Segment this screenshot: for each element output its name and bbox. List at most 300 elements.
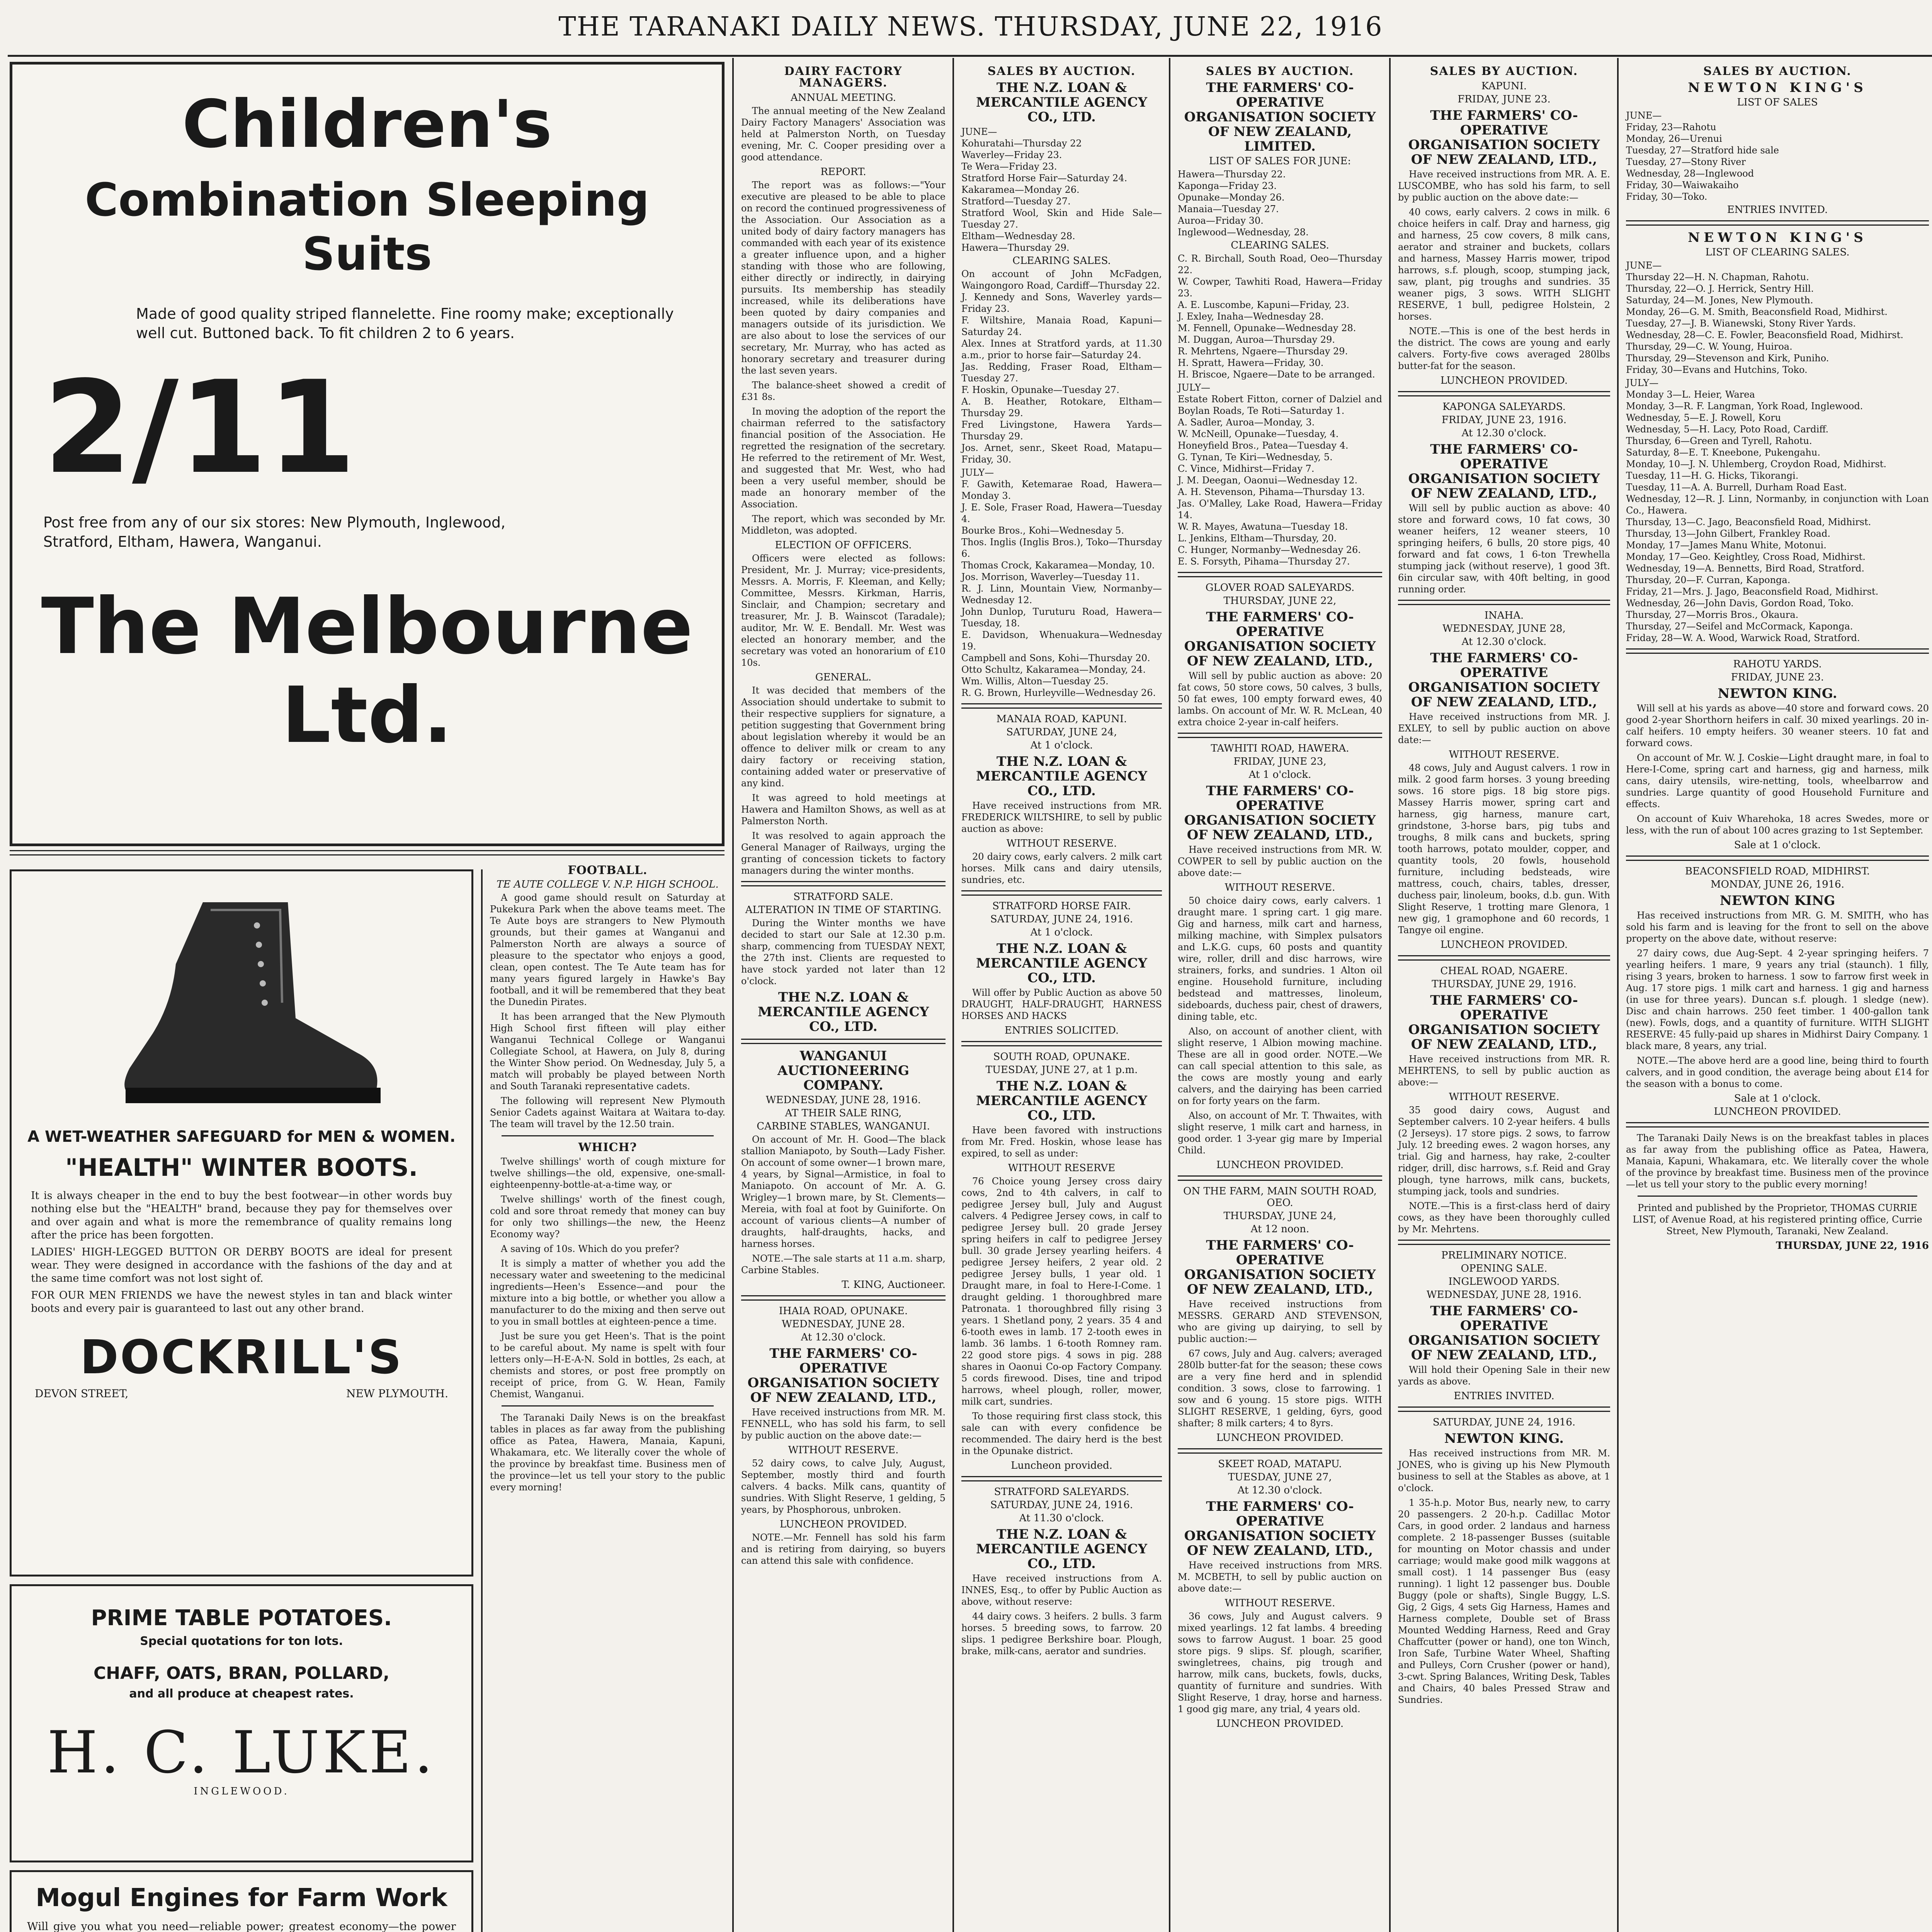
sale-items: 35 good dairy cows, August and September calvers. 10 2-year heifers. 4 bulls (2 Jerseys). 17 store pigs. 2 sows, to farrow July. 12 breeding ewes. 2 wagon horses, any trial. Gig and harness, hay rake, 2-coulter ridger, drill, disc harrows, s.f. Reid and Gray plough, tyne harrows, milk cans, buckets, stumping jack, tools and sundries. <box>1398 1105 1610 1197</box>
list-item: Waverley—Friday 23. <box>961 150 1062 160</box>
ad-town: NEW PLYMOUTH. <box>346 1387 448 1400</box>
sale-date: FRIDAY, JUNE 23, 1916. <box>1441 414 1567 426</box>
notice-subheading: ALTERATION IN TIME OF STARTING. <box>745 904 942 916</box>
section-heading: GENERAL. <box>815 672 872 683</box>
article-subheading: TE AUTE COLLEGE V. N.P. HIGH SCHOOL. <box>497 879 719 890</box>
firm-name: THE FARMERS' CO-OPERATIVE ORGANISATION SOCIETY OF NEW ZEALAND, LTD., <box>1184 1499 1376 1558</box>
list-item: Bourke Bros., Kohi—Wednesday 5. <box>961 525 1124 536</box>
sale-date: THURSDAY, JUNE 29, 1916. <box>1432 978 1577 990</box>
list-item: On account of John McFadgen, Waingongoro Road, Cardiff—Thursday 22. <box>961 269 1162 291</box>
list-item: Monday, 17—James Manu White, Motonui. <box>1626 540 1827 551</box>
sale-items: Will sell by public auction as above: 40 store and forward cows, 10 fat cows, 30 weaner heifers, 12 weaner steers, 10 springing heifers, 6 bulls, 20 store pigs, 40 forward and fat cows, 1 6-ton Trewhella stumping jack (without reserve), 1 good 3ft. 6in circular saw, with 40ft belting, in good running order. <box>1398 503 1610 595</box>
divider <box>502 1135 714 1136</box>
list-item: Thursday, 22—O. J. Herrick, Sentry Hill. <box>1626 283 1814 294</box>
article-paragraph: A good game should result on Saturday at Pukekura Park when the above teams meet. The Te Aute boys are strangers to New Plymouth grounds, but their games at Wanganui and Palmerston North are always a source of pleasure to the spectator who enjoys a good, clean, open contest. The Te Aute team has for many years figured largely in Hawke's Bay football, and it will be remembered that they beat the Dunedin Pirates. <box>490 892 725 1007</box>
sale-note: NOTE.—The above herd are a good line, being third to fourth calvers, and in good condition, the average being about £14 for the season with a bonus to come. <box>1626 1055 1929 1089</box>
sale-list <box>1626 271 1929 376</box>
sale-intro: Have received instructions from MR. M. FENNELL, who has sold his farm, to sell by public auction on the above date:— <box>741 1407 946 1441</box>
sale-heading: TAWHITI ROAD, HAWERA. <box>1211 743 1349 754</box>
list-item: Stratford Horse Fair—Saturday 24. <box>961 173 1128 184</box>
sale-heading: INAHA. <box>1484 610 1524 621</box>
list-item: Thursday, 27—Morris Bros., Okaura. <box>1626 609 1799 620</box>
divider <box>961 890 1162 896</box>
sale-heading: ON THE FARM, MAIN SOUTH ROAD, OEO. <box>1183 1185 1377 1209</box>
sale-heading: SKEET ROAD, MATAPU. <box>1218 1458 1342 1470</box>
article-paragraph: The report was as follows:—"Your executive are pleased to be able to place on record the continued progressiveness of the Association. Our Association as a united body of dairy factory managers has commanded with each year of its existence a greater influence upon, and a higher standing with those who are following, either directly or indirectly, in dairying pursuits. Its membership has steadily increased, while its deliberations have been quoted by dairy companies and managers outside of its jurisdiction. We are also about to lose the services of our secretary, Mr. Murray, who has acted as honorary secretary and treasurer during the last seven years. <box>741 180 946 376</box>
entries-note: ENTRIES INVITED. <box>1454 1390 1554 1402</box>
list-item: L. Jenkins, Eltham—Thursday, 20. <box>1178 533 1337 544</box>
notice-paragraph: During the Winter months we have decided to start our Sale at 12.30 p.m. sharp, commencing from TUESDAY NEXT, the 27th inst. Clients are requested to have stock yarded not later than 12 o'clock. <box>741 918 946 986</box>
list-item: C. R. Birchall, South Road, Oeo—Thursday 22. <box>1178 253 1382 276</box>
sale-items: 76 Choice young Jersey cross dairy cows, 2nd to 4th calvers, in calf to pedigree Jersey bull, July and August calvers. 4 Pedigree Jersey cows, in calf to pedigree Jersey bull. 20 grade Jersey spring heifers in calf to pedigree Jersey bull. 30 grade Jersey yearling heifers. 4 pedigree Jersey heifers, 2 year old. 2 pedigree Jersey bulls, 1 year old. 1 Draught mare, in foal to Here-I-Come. 1 draught gelding. 1 thoroughbred mare Patronata. 1 thoroughbred filly rising 3 years. 1 Shetland pony, 2 years. 35 4 and 6-tooth ewes in lamb. 17 2-tooth ewes in lamb. 36 lambs. 1 6-tooth Romney ram. 22 good store pigs. 4 sows in pig. 288 shares in Oaonui Co-op Factory Company. 5 cords firewood. Dises, tine and tripod harrows, wheel plough, roller, mower, milk cart, sundries. <box>961 1176 1162 1407</box>
list-item: Tuesday, 11—H. G. Hicks, Tikorangi. <box>1626 470 1799 481</box>
notice-heading: STRATFORD SALE. <box>793 891 893 903</box>
list-item: Friday, 23—Rahotu <box>1626 122 1716 133</box>
sale-items: 20 dairy cows, early calvers. 2 milk cart horses. Milk cans and dairy utensils, sundries, etc. <box>961 851 1162 885</box>
month-label: JULY— <box>1626 378 1659 388</box>
month-label: JUNE— <box>1626 110 1662 121</box>
notice-paragraph: Will hold their Opening Sale in their new yards as above. <box>1398 1364 1610 1387</box>
masthead <box>0 0 1932 58</box>
list-item: Fred Livingstone, Hawera Yards—Thursday 29. <box>961 419 1162 442</box>
list-item: Monday, 26—G. M. Smith, Beaconsfield Road, Midhirst. <box>1626 306 1888 317</box>
sale-list <box>961 478 1162 699</box>
ad-body: FOR OUR MEN FRIENDS we have the newest styles in tan and black winter boots and every pair is guaranteed to last out any other brand. <box>31 1289 452 1315</box>
column-rule <box>1617 58 1619 1932</box>
article-subheading: ANNUAL MEETING. <box>791 92 896 104</box>
divider <box>1398 955 1610 961</box>
sale-items: 40 cows, early calvers. 2 cows in milk. 6 choice heifers in calf. Dray and harness, gig and harness, 25 cow covers, 8 milk cans, aerator and strainer and buckets, collars and harness, Massey Harris mower, tripod harrows, s.f. plough, scoop, stumping jack, saw, plant, pig troughs and sundries. 35 weaner pigs, 3 sows. WITH SLIGHT RESERVE, 1 bull, pedigree Holstein, 2 horses. <box>1398 207 1610 322</box>
list-item: Thursday, 27—Seifel and McCormack, Kaponga. <box>1626 621 1853 632</box>
sale-date: SATURDAY, JUNE 24, 1916. <box>1432 1417 1576 1428</box>
sale-items: Will sell at his yards as above—40 store and forward cows. 20 good 2-year Shorthorn heifers in calf. 30 mixed yearlings. 20 in-calf heifers. 10 empty heifers. 30 weaner steers. 10 fat and forward cows. <box>1626 703 1929 748</box>
sale-intro: Have received instructions from MR. W. COWPER to sell by public auction on the above date:— <box>1178 844 1382 878</box>
column-rule <box>732 58 734 1932</box>
list-item: Wednesday, 26—John Davis, Gordon Road, Toko. <box>1626 598 1854 609</box>
sale-intro: Has received instructions from MR. G. M. SMITH, who has sold his farm and is leaving for the front to sell on the above property on the above date, without reserve: <box>1626 910 1929 944</box>
list-item: Thursday, 13—C. Jago, Beaconsfield Road, Midhirst. <box>1626 517 1871 527</box>
sale-date: MONDAY, JUNE 26, 1916. <box>1711 879 1844 890</box>
firm-name: THE N.Z. LOAN & MERCANTILE AGENCY CO., LTD. <box>976 941 1147 986</box>
luncheon-note: LUNCHEON PROVIDED. <box>1440 375 1568 386</box>
sale-list <box>1178 168 1382 238</box>
divider <box>10 850 724 855</box>
firm-name: WANGANUI AUCTIONEERING COMPANY. <box>777 1048 910 1093</box>
sale-time: AT THEIR SALE RING, <box>785 1107 902 1119</box>
list-item: Opunake—Monday 26. <box>1178 192 1285 203</box>
divider <box>961 703 1162 709</box>
list-item: R. J. Linn, Mountain View, Normanby—Wednesday 12. <box>961 583 1162 605</box>
sale-place: CARBINE STABLES, WANGANUI. <box>757 1121 930 1132</box>
sale-place: INGLEWOOD YARDS. <box>1448 1276 1560 1287</box>
list-item: Jas. O'Malley, Lake Road, Hawera—Friday 14. <box>1178 498 1382 520</box>
mogul-advert <box>10 1870 473 1932</box>
sale-time: At 12.30 o'clock. <box>1461 636 1547 648</box>
list-item: Alex. Innes at Stratford yards, at 11.30 a.m., prior to horse fair—Saturday 24. <box>961 338 1162 361</box>
ad-line2: "HEALTH" WINTER BOOTS. <box>65 1153 418 1182</box>
divider <box>1178 733 1382 738</box>
sale-date: FRIDAY, JUNE 23, <box>1233 756 1327 767</box>
firm-name: THE FARMERS' CO-OPERATIVE ORGANISATION SOCIETY OF NEW ZEALAND, LTD., <box>1184 1238 1376 1297</box>
list-item: Monday, 26—Urenui <box>1626 133 1722 144</box>
sale-heading: KAPONGA SALEYARDS. <box>1442 401 1566 413</box>
sale-intro: Have received instructions from MR. R. MEHRTENS, to sell by public auction as above:— <box>1398 1054 1610 1088</box>
article-paragraph: It was resolved to again approach the General Manager of Railways, urging the granting of concession tickets to factory managers during the winter months. <box>741 830 946 876</box>
sale-items: 52 dairy cows, to calve July, August, September, mostly third and fourth calvers. 4 backs. Milk cans, quantity of sundries. With Slight Reserve, 1 gelding, 5 years, by Phosphorous, unbroken. <box>741 1458 946 1515</box>
ad-store-name: H. C. LUKE. <box>47 1719 436 1786</box>
list-item: A. B. Heather, Rotokare, Eltham—Thursday 29. <box>961 396 1162 418</box>
ad-post-note: Post free from any of our six stores: New Plymouth, Inglewood, Stratford, Eltham, Hawera, Wanganui. <box>43 514 506 550</box>
column-dairy <box>734 62 952 1932</box>
list-item: H. Spratt, Hawera—Friday, 30. <box>1178 357 1324 368</box>
masthead-title: THE TARANAKI DAILY NEWS. THURSDAY, JUNE 22, 1916 <box>558 12 1383 42</box>
luncheon-note: LUNCHEON PROVIDED. <box>1216 1159 1344 1171</box>
sale-items: 27 dairy cows, due Aug-Sept. 4 2-year springing heifers. 7 yearling heifers. 1 mare, 9 years any trial (staunch). 1 filly, rising 3 years, broken to harness. 1 sow to farrow first week in Aug. 17 store pigs. 1 milk cart and harness. 1 gig and harness (in use for three years). Duncan s.f. plough. 1 sledge (new). Disc and chain harrows. 250 feet timber. 1 400-gallon tank (new). Fowls, dogs, and a quantity of furniture. WITH SLIGHT RESERVE: 45 fully-paid up shares in Midhirst Dairy Company. 1 black mare, 8 years, any trial. <box>1626 948 1929 1051</box>
list-item: W. Cowper, Tawhiti Road, Hawera—Friday 23. <box>1178 276 1382 299</box>
sale-date: WEDNESDAY, JUNE 28. <box>782 1318 905 1330</box>
sale-date: THURSDAY, JUNE 24, <box>1223 1210 1337 1222</box>
firm-name: THE N.Z. LOAN & MERCANTILE AGENCY CO., LTD. <box>976 80 1147 125</box>
sale-note: NOTE.—This is one of the best herds in the district. The cows are young and early calvers. Forty-five cows averaged 280lbs butter-fat for the season. <box>1398 326 1610 371</box>
ad-line4: and all produce at cheapest rates. <box>129 1687 354 1701</box>
divider <box>1178 1448 1382 1454</box>
list-item: F. Hoskin, Opunake—Tuesday 27. <box>961 384 1119 395</box>
firm-name: NEWTON KING <box>1719 893 1835 908</box>
article-paragraph: A saving of 10s. Which do you prefer? <box>501 1243 679 1254</box>
ad-store-name: DOCKRILL'S <box>80 1331 403 1384</box>
list-item: Wednesday, 19—A. Bennetts, Bird Road, Stratford. <box>1626 563 1865 574</box>
ad-body: Will give you what you need—reliable power; greatest economy—the power <box>27 1920 456 1932</box>
sale-items: On account of Kuiv Wharehoka, 18 acres Swedes, more or less, with the run of about 100 acres grazing to 1st September. <box>1626 813 1929 836</box>
ad-body: It is always cheaper in the end to buy the best footwear—in other words buy nothing else but the "HEALTH" brand, because they pay for themselves over and over again and what is more the remembrance of quality remains long after the price has been forgotten. <box>31 1190 452 1241</box>
list-item: Tuesday, 27—J. B. Wianewski, Stony River Yards. <box>1626 318 1856 329</box>
article-paragraph: It was decided that members of the Association should undertake to submit to their respective suppliers for signature, a petition suggesting that Government bring about legislation whereby it would be an offence to deliver milk or cream to any dairy factory or receiving station, containing added water or preservative of any kind. <box>741 685 946 789</box>
reserve-note: WITHOUT RESERVE. <box>1449 749 1560 760</box>
article-paragraph: The balance-sheet showed a credit of £31 8s. <box>741 380 946 402</box>
ad-heading: Mogul Engines for Farm Work <box>36 1884 447 1912</box>
article-heading: FOOTBALL. <box>568 864 648 877</box>
list-item: E. S. Forsyth, Pihama—Thursday 27. <box>1178 556 1350 567</box>
ad-heading: Children's <box>182 86 552 163</box>
column-heading: SALES BY AUCTION. <box>1430 65 1578 78</box>
column-farmers-co-op <box>1171 62 1389 1932</box>
sale-date: TUESDAY, JUNE 27, <box>1228 1471 1332 1483</box>
list-item: M. Duggan, Auroa—Thursday 29. <box>1178 334 1335 345</box>
list-item: Wednesday, 28—C. E. Fowler, Beaconsfield Road, Midhirst. <box>1626 330 1903 340</box>
ad-line3: CHAFF, OATS, BRAN, POLLARD, <box>93 1663 390 1683</box>
list-item: Jos. Arnet, senr., Skeet Road, Matapu—Friday, 30. <box>961 442 1162 465</box>
sale-heading: BEACONSFIELD ROAD, MIDHIRST. <box>1685 866 1870 877</box>
column-rule <box>1389 58 1391 1932</box>
reserve-note: WITHOUT RESERVE. <box>1225 1597 1335 1609</box>
list-item: Tuesday, 27—Stony River <box>1626 156 1746 167</box>
month-label: JUNE— <box>1626 260 1662 271</box>
firm-name: THE N.Z. LOAN & MERCANTILE AGENCY CO., LTD. <box>758 990 929 1034</box>
list-item: Friday, 30—Waiwakaiho <box>1626 180 1739 190</box>
list-item: Saturday, 24—M. Jones, New Plymouth. <box>1626 295 1813 306</box>
ad-address <box>35 1387 448 1400</box>
list-item: Thomas Crock, Kakaramea—Monday, 10. <box>961 560 1155 571</box>
sale-date: SATURDAY, JUNE 24, 1916. <box>990 913 1133 925</box>
firm-name: THE FARMERS' CO-OPERATIVE ORGANISATION SOCIETY OF NEW ZEALAND, LTD., <box>1184 609 1376 669</box>
reserve-note: WITHOUT RESERVE. <box>1225 882 1335 893</box>
sale-date: WEDNESDAY, JUNE 28, 1916. <box>1426 1289 1582 1301</box>
sale-time: At 12.30 o'clock. <box>801 1332 886 1343</box>
firm-name: NEWTON KING'S <box>1688 80 1867 95</box>
list-item: J. Exley, Inaha—Wednesday 28. <box>1178 311 1324 322</box>
list-item: Campbell and Sons, Kohi—Thursday 20. <box>961 653 1150 663</box>
list-item: Friday, 28—W. A. Wood, Warwick Road, Stratford. <box>1626 633 1860 643</box>
sale-items: On account of Mr. W. J. Coskie—Light draught mare, in foal to Here-I-Come, spring cart and harness, gig and harness, milk cans, dairy utensils, wire-netting, tools, wheelbarrow and sundries. Large quantity of good Household Furniture and effects. <box>1626 752 1929 810</box>
sale-list <box>961 268 1162 465</box>
list-item: E. Davidson, Whenuakura—Wednesday 19. <box>961 629 1162 652</box>
divider <box>1398 600 1610 605</box>
column-rule <box>952 58 954 1932</box>
dockrill-advert <box>10 869 473 1577</box>
sale-heading: GLOVER ROAD SALEYARDS. <box>1205 582 1355 594</box>
list-item: Saturday, 8—E. T. Kneebone, Pukengahu. <box>1626 447 1820 458</box>
article-paragraph: It was agreed to hold meetings at Hawera and Hamilton Shows, as well as at Palmerston North. <box>741 793 946 827</box>
imprint: Printed and published by the Proprietor, THOMAS CURRIE LIST, of Avenue Road, at his registered printing office, Currie Street, New Plymouth, Taranaki, New Zealand. <box>1633 1202 1922 1236</box>
sale-heading: STRATFORD HORSE FAIR. <box>992 900 1131 912</box>
list-item: Wednesday, 12—R. J. Linn, Normanby, in conjunction with Loan Co., Hawera. <box>1626 493 1929 516</box>
firm-name: NEWTON KING. <box>1718 686 1837 701</box>
firm-name: THE N.Z. LOAN & MERCANTILE AGENCY CO., LTD. <box>976 754 1147 799</box>
sale-date: THURSDAY, JUNE 22, <box>1223 595 1337 607</box>
list-item: Monday, 3—R. F. Langman, York Road, Inglewood. <box>1626 401 1863 412</box>
list-item: M. Fennell, Opunake—Wednesday 28. <box>1178 323 1356 333</box>
sale-note: To those requiring first class stock, this sale can with every confidence be recommended. The dairy herd is the best in the Opunake district. <box>961 1411 1162 1456</box>
list-item: Thursday, 20—F. Curran, Kaponga. <box>1626 575 1791 585</box>
month-label: JULY— <box>961 467 994 478</box>
sale-items: 67 cows, July and Aug. calvers; averaged 280lb butter-fat for the season; these cows are a very fine herd and in splendid condition. 3 sows, close to farrowing. 1 sow and 6 young. 15 store pigs. WITH SLIGHT RESERVE, 1 gelding, 6yrs, good shafter; 8 milk carters; 4 to 8yrs. <box>1178 1348 1382 1429</box>
firm-name: THE FARMERS' CO-OPERATIVE ORGANISATION SOCIETY OF NEW ZEALAND, LTD., <box>1184 783 1376 843</box>
luncheon-note: LUNCHEON PROVIDED. <box>1216 1718 1344 1730</box>
list-item: Thursday, 29—Stevenson and Kirk, Puniho. <box>1626 353 1829 364</box>
list-item: A. E. Luscombe, Kapuni—Friday, 23. <box>1178 299 1350 310</box>
divider <box>741 1295 946 1301</box>
article-paragraph: It is simply a matter of whether you add the necessary water and sweetening to the medicinal ingredients—Heen's Essence—and pour the mixture into a big bottle, or whether you allow a manufacturer to do the mixing and then serve out to you in small bottles at eighteen-pence a time. <box>490 1258 725 1327</box>
section-heading: CLEARING SALES. <box>1012 255 1111 267</box>
sale-items: On account of Mr. H. Good—The black stallion Maniapoto, by South—Lady Fisher. On account of some owner—1 brown mare, 4 years, by Signal—Armistice, in foal to Maniapoto. On account of Mr. A. G. Wrigley—1 brown mare, by St. Clements—Mereia, with foal at foot by Guiniforte. On account of various clients—A number of draughts, half-draughts, hacks, and harness horses. <box>741 1134 946 1249</box>
list-item: Wednesday, 5—E. J. Rowell, Koru <box>1626 412 1781 423</box>
luncheon-note: LUNCHEON PROVIDED. <box>1440 939 1568 951</box>
ad-line1: PRIME TABLE POTATOES. <box>91 1605 392 1631</box>
luncheon-note: Luncheon provided. <box>1011 1460 1112 1471</box>
article-paragraph: Just be sure you get Heen's. That is the point to be careful about. My name is spelt with four letters only—H-E-A-N. Sold in bottles, 2s each, at chemists and stores, or post free promptly on receipt of price, from G. W. Hean, Family Chemist, Wanganui. <box>490 1331 725 1400</box>
sale-note: Also, on account of another client, with slight reserve, 1 Albion mowing machine. These are all in good order. NOTE.—We can call special attention to this sale, as the cows are mostly young and early calvers, and the dairying has been carried on for forty years on the farm. <box>1178 1026 1382 1106</box>
divider <box>1626 855 1929 861</box>
list-item: G. Tynan, Te Kiri—Wednesday, 5. <box>1178 452 1333 463</box>
notice-subheading: OPENING SALE. <box>1461 1263 1548 1274</box>
auctioneer-signature: T. KING, Auctioneer. <box>842 1279 946 1291</box>
sale-note: NOTE.—Mr. Fennell has sold his farm and is retiring from dairying, so buyers can attend this sale with confidence. <box>741 1532 946 1566</box>
sale-list <box>961 138 1162 253</box>
list-item: A. H. Stevenson, Pihama—Thursday 13. <box>1178 486 1365 497</box>
divider <box>1178 572 1382 577</box>
sale-list <box>1626 121 1929 202</box>
sale-date: FRIDAY, JUNE 23. <box>1731 672 1824 683</box>
list-item: Monday, 17—Geo. Keightley, Cross Road, Midhirst. <box>1626 551 1866 562</box>
ad-body: Made of good quality striped flannelette. Fine roomy make; exceptionally well cut. Buttoned back. To fit children 2 to 6 years. <box>136 305 674 342</box>
list-item: Friday, 30—Toko. <box>1626 191 1708 202</box>
luncheon-note: LUNCHEON PROVIDED. <box>779 1519 907 1530</box>
sale-list <box>1178 253 1382 380</box>
list-item: John Dunlop, Turuturu Road, Hawera—Tuesday, 18. <box>961 606 1162 629</box>
article-heading: WHICH? <box>578 1141 637 1154</box>
column-football <box>483 862 732 1932</box>
month-label: JUNE— <box>961 126 997 137</box>
list-item: Hawera—Thursday 29. <box>961 242 1070 253</box>
list-item: J. Kennedy and Sons, Waverley yards—Friday 23. <box>961 292 1162 314</box>
list-item: R. Mehrtens, Ngaere—Thursday 29. <box>1178 346 1348 357</box>
imprint-date: THURSDAY, JUNE 22, 1916 <box>1776 1240 1929 1252</box>
list-item: J. E. Sole, Fraser Road, Hawera—Tuesday 4. <box>961 502 1162 524</box>
article-paragraph: Twelve shillings' worth of cough mixture for twelve shillings—the old, expensive, one-small-eighteenpenny-bottle-at-a-time way, or <box>490 1156 725 1190</box>
sale-intro: Have received instructions from MR. FREDERICK WILTSHIRE, to sell by public auction as above: <box>961 800 1162 834</box>
ad-price: 2/11 <box>43 354 356 502</box>
column-sales-2 <box>1391 62 1617 1932</box>
sale-intro: Have received instructions from MR. J. EXLEY, to sell by public auction on above date:— <box>1398 711 1610 745</box>
list-item: Eltham—Wednesday 28. <box>961 231 1075 242</box>
sale-heading: STRATFORD SALEYARDS. <box>994 1486 1129 1498</box>
sale-time: At 12 noon. <box>1250 1223 1310 1235</box>
sale-date: WEDNESDAY, JUNE 28, 1916. <box>765 1094 921 1106</box>
column-heading: SALES BY AUCTION. <box>1206 65 1354 78</box>
list-item: Otto Schultz, Kakaramea—Monday, 24. <box>961 664 1146 675</box>
list-item: J. M. Deegan, Oaonui—Wednesday 12. <box>1178 475 1358 486</box>
list-item: Stratford—Tuesday 27. <box>961 196 1071 207</box>
list-item: Wednesday, 28—Inglewood <box>1626 168 1754 179</box>
sale-time: At 1 o'clock. <box>1248 769 1311 781</box>
reserve-note: WITHOUT RESERVE <box>1008 1162 1116 1174</box>
list-item: Kakaramea—Monday 26. <box>961 184 1080 195</box>
sale-date: SATURDAY, JUNE 24, 1916. <box>990 1499 1133 1511</box>
column-heading: SALES BY AUCTION. <box>1703 65 1852 78</box>
sale-time: Sale at 1 o'clock. <box>1734 839 1821 851</box>
firm-name: NEWTON KING'S <box>1688 230 1867 245</box>
sale-intro: Have received instructions from MESSRS. GERARD AND STEVENSON, who are giving up dairying, to sell by public auction:— <box>1178 1299 1382 1344</box>
article-paragraph: The annual meeting of the New Zealand Dairy Factory Managers' Association was held at Palmerston North, on Tuesday evening, Mr. C. Cooper presiding over a good attendance. <box>741 105 946 163</box>
article-paragraph: In moving the adoption of the report the chairman referred to the satisfactory financial position of the Association. He regretted the resignation of the secretary. He referred to the retirement of Mr. West, and suggested that Mr. West, who had been a very useful member, should be made an honorary member of the Association. <box>741 406 946 510</box>
ad-subheading: Combination Sleeping Suits <box>85 173 650 281</box>
entries-note: ENTRIES INVITED. <box>1727 204 1828 216</box>
sale-date: FRIDAY, JUNE 23. <box>1458 94 1551 105</box>
sale-time: At 11.30 o'clock. <box>1019 1512 1104 1524</box>
luncheon-note: LUNCHEON PROVIDED. <box>1714 1106 1841 1117</box>
ad-line1: A WET-WEATHER SAFEGUARD for MEN & WOMEN. <box>27 1128 456 1146</box>
list-item: C. Vince, Midhirst—Friday 7. <box>1178 463 1315 474</box>
column-rule <box>481 869 483 1932</box>
divider <box>1178 1175 1382 1181</box>
firm-name: THE FARMERS' CO-OPERATIVE ORGANISATION SOCIETY OF NEW ZEALAND, LTD., <box>1408 442 1600 501</box>
section-heading: REPORT. <box>820 166 866 178</box>
list-item: Jos. Morrison, Waverley—Tuesday 11. <box>961 571 1140 582</box>
ad-line2: Special quotations for ton lots. <box>140 1634 343 1648</box>
list-item: Friday, 30—Evans and Hutchins, Toko. <box>1626 364 1808 375</box>
luke-advert <box>10 1584 473 1862</box>
firm-name: THE N.Z. LOAN & MERCANTILE AGENCY CO., LTD. <box>976 1078 1147 1123</box>
divider <box>1398 391 1610 396</box>
list-item: Wednesday, 5—H. Lacy, Poto Road, Cardiff. <box>1626 424 1829 435</box>
sale-list <box>1178 393 1382 567</box>
divider <box>1626 220 1929 226</box>
firm-name: THE FARMERS' CO-OPERATIVE ORGANISATION SOCIETY OF NEW ZEALAND, LTD., <box>1408 1303 1600 1363</box>
melbourne-advert <box>10 62 724 846</box>
month-label: JULY— <box>1178 382 1211 393</box>
list-item: Auroa—Friday 30. <box>1178 215 1264 226</box>
firm-name: NEWTON KING. <box>1444 1431 1564 1446</box>
list-item: W. McNeill, Opunake—Tuesday, 4. <box>1178 429 1339 439</box>
ad-store-name: The Melbourne Ltd. <box>41 582 693 760</box>
boot-icon <box>87 887 396 1119</box>
sale-intro: Have received instructions from A. INNES, Esq., to offer by Public Auction as above, without reserve: <box>961 1573 1162 1607</box>
list-item: Tuesday, 11—A. A. Burrell, Durham Road East. <box>1626 482 1847 493</box>
sale-list <box>1626 389 1929 644</box>
sale-time: At 12.30 o'clock. <box>1461 427 1547 439</box>
section-heading: LIST OF SALES FOR JUNE: <box>1209 155 1351 167</box>
sale-items: 36 cows, July and August calvers. 9 mixed yearlings. 12 fat lambs. 4 breeding sows to farrow August. 1 boar. 25 good store pigs. 9 slips. Sf. plough, scarifier, swingletrees, chains, pig trough and harrow, milk cans, buckets, fowls, ducks, quantity of furniture and sundries. With Slight Reserve, 1 dray, horse and harness. 1 good gig mare, any trial, 4 years old. <box>1178 1611 1382 1714</box>
divider <box>741 1039 946 1044</box>
sale-heading: CHEAL ROAD, NGAERE. <box>1440 965 1568 977</box>
sale-heading: SOUTH ROAD, OPUNAKE. <box>993 1051 1130 1063</box>
article-heading: DAIRY FACTORY MANAGERS. <box>784 65 903 90</box>
article-paragraph: The following will represent New Plymouth Senior Cadets against Waitara at Waitara to-day. The team will travel by the 12.50 train. <box>490 1095 725 1129</box>
list-item: H. Briscoe, Ngaere—Date to be arranged. <box>1178 369 1375 380</box>
list-item: Te Wera—Friday 23. <box>961 161 1057 172</box>
divider <box>1626 648 1929 654</box>
list-item: Manaia—Tuesday 27. <box>1178 204 1279 214</box>
reserve-note: WITHOUT RESERVE. <box>1449 1091 1560 1103</box>
list-item: Thursday 22—H. N. Chapman, Rahotu. <box>1626 272 1809 282</box>
firm-name: THE FARMERS' CO-OPERATIVE ORGANISATION SOCIETY OF NEW ZEALAND, LTD., <box>1408 108 1600 167</box>
firm-name: THE FARMERS' CO-OPERATIVE ORGANISATION SOCIETY OF NEW ZEALAND, LTD., <box>747 1346 939 1405</box>
list-item: Tuesday, 27—Stratford hide sale <box>1626 145 1779 156</box>
column-rule <box>1169 58 1170 1932</box>
divider <box>1398 1406 1610 1412</box>
list-item: Kohuratahi—Thursday 22 <box>961 138 1082 149</box>
sale-items: 48 cows, July and August calvers. 1 row in milk. 2 good farm horses. 3 young breeding sows. 16 store pigs. 18 big store pigs. Massey Harris mower, spring cart and harness, gig harness, manure cart, grindstone, 3-horse bars, pig tubs and troughs, 8 milk cans and buckets, spring tooth harrows, potato moulder, copper, and quantity tools, 20 fowls, household furniture, including bedsteads, wire mattress, couch, chairs, tables, dresser, duchess pair, linoleum, books, d.b. gun. With Slight Reserve, 1 trotting mare Glenora, 1 new gig, 1 gramophone and 60 records, 1 Tangye oil engine. <box>1398 762 1610 935</box>
list-item: R. G. Brown, Hurleyville—Wednesday 26. <box>961 687 1156 698</box>
divider <box>961 1041 1162 1046</box>
sale-items: 1 35-h.p. Motor Bus, nearly new, to carry 20 passengers. 2 20-h.p. Cadillac Motor Cars, in good order. 2 landaus and harness complete. 2 18-passenger Busses (suitable for mounting on Motor chassis and under carriage; would make good milk waggons at small cost). 1 14 passenger Bus (easy running). 1 light 12 passenger bus. Double Buggy (pole or shafts), Single Buggy, L.S. Gig, 2 Gigs, 4 sets Gig Harness, Hames and Harness complete, Double set of Brass Mounted Wedding Harness, Reed and Gray Chaffcutter (power or hand), one ton Winch, Iron Safe, Turbine Water Wheel, Shafting and Pulleys, Corn Crusher (power or hand), 3-cwt. Spring Balances, Writing Desk, Tables and Chairs, 40 bales Pressed Straw and Sundries. <box>1398 1497 1610 1705</box>
article-paragraph: The report, which was seconded by Mr. Middleton, was adopted. <box>741 514 946 536</box>
list-item: Estate Robert Fitton, corner of Dalziel and Boylan Roads, Te Roti—Saturday 1. <box>1178 394 1382 416</box>
sale-time: At 12.30 o'clock. <box>1237 1485 1323 1496</box>
sale-heading: KAPUNI. <box>1481 80 1527 92</box>
list-item: Thursday, 6—Green and Tyrell, Rahotu. <box>1626 435 1812 446</box>
sale-note: Also, on account of Mr. T. Thwaites, with slight reserve, 1 milk cart and harness, in good order. 1 3-year gig mare by Imperial Child. <box>1178 1110 1382 1156</box>
list-item: C. Hunger, Normanby—Wednesday 26. <box>1178 544 1361 555</box>
sale-date: TUESDAY, JUNE 27, at 1 p.m. <box>985 1064 1138 1076</box>
entries-note: ENTRIES SOLICITED. <box>1004 1025 1119 1036</box>
list-item: Honeyfield Bros., Patea—Tuesday 4. <box>1178 440 1349 451</box>
ad-body: LADIES' HIGH-LEGGED BUTTON OR DERBY BOOTS are ideal for present wear. They were designed in accordance with the fashions of the day and at the same time comfort was not lost sight of. <box>31 1246 452 1284</box>
divider <box>502 1405 714 1406</box>
column-newton-king <box>1619 62 1932 1932</box>
article-paragraph: Twelve shillings' worth of the finest cough, cold and sore throat remedy that money can buy for only two shillings—the new, the Heenz Economy way? <box>490 1194 725 1240</box>
list-item: Friday, 21—Mrs. J. Jago, Beaconsfield Road, Midhirst. <box>1626 586 1879 597</box>
list-item: A. Sadler, Auroa—Monday, 3. <box>1178 417 1315 428</box>
publisher-notice: The Taranaki Daily News is on the breakfast tables in places as far away from the publishing office as Patea, Hawera, Manaia, Kapuni, Whakamara, etc. We literally cover the whole of the province by breakfast time. Business men of the province—let us tell your story to the public every morning! <box>1626 1133 1929 1190</box>
firm-name: THE FARMERS' CO-OPERATIVE ORGANISATION SOCIETY OF NEW ZEALAND, LIMITED. <box>1184 80 1376 154</box>
divider <box>961 1476 1162 1481</box>
firm-name: THE N.Z. LOAN & MERCANTILE AGENCY CO., LTD. <box>976 1527 1147 1571</box>
sale-note: NOTE.—The sale starts at 11 a.m. sharp, Carbine Stables. <box>741 1253 946 1276</box>
divider <box>1626 1122 1929 1128</box>
list-item: F. Gawith, Ketemarae Road, Hawera—Monday 3. <box>961 479 1162 501</box>
list-item: Thursday, 29—C. W. Young, Huiroa. <box>1626 341 1793 352</box>
